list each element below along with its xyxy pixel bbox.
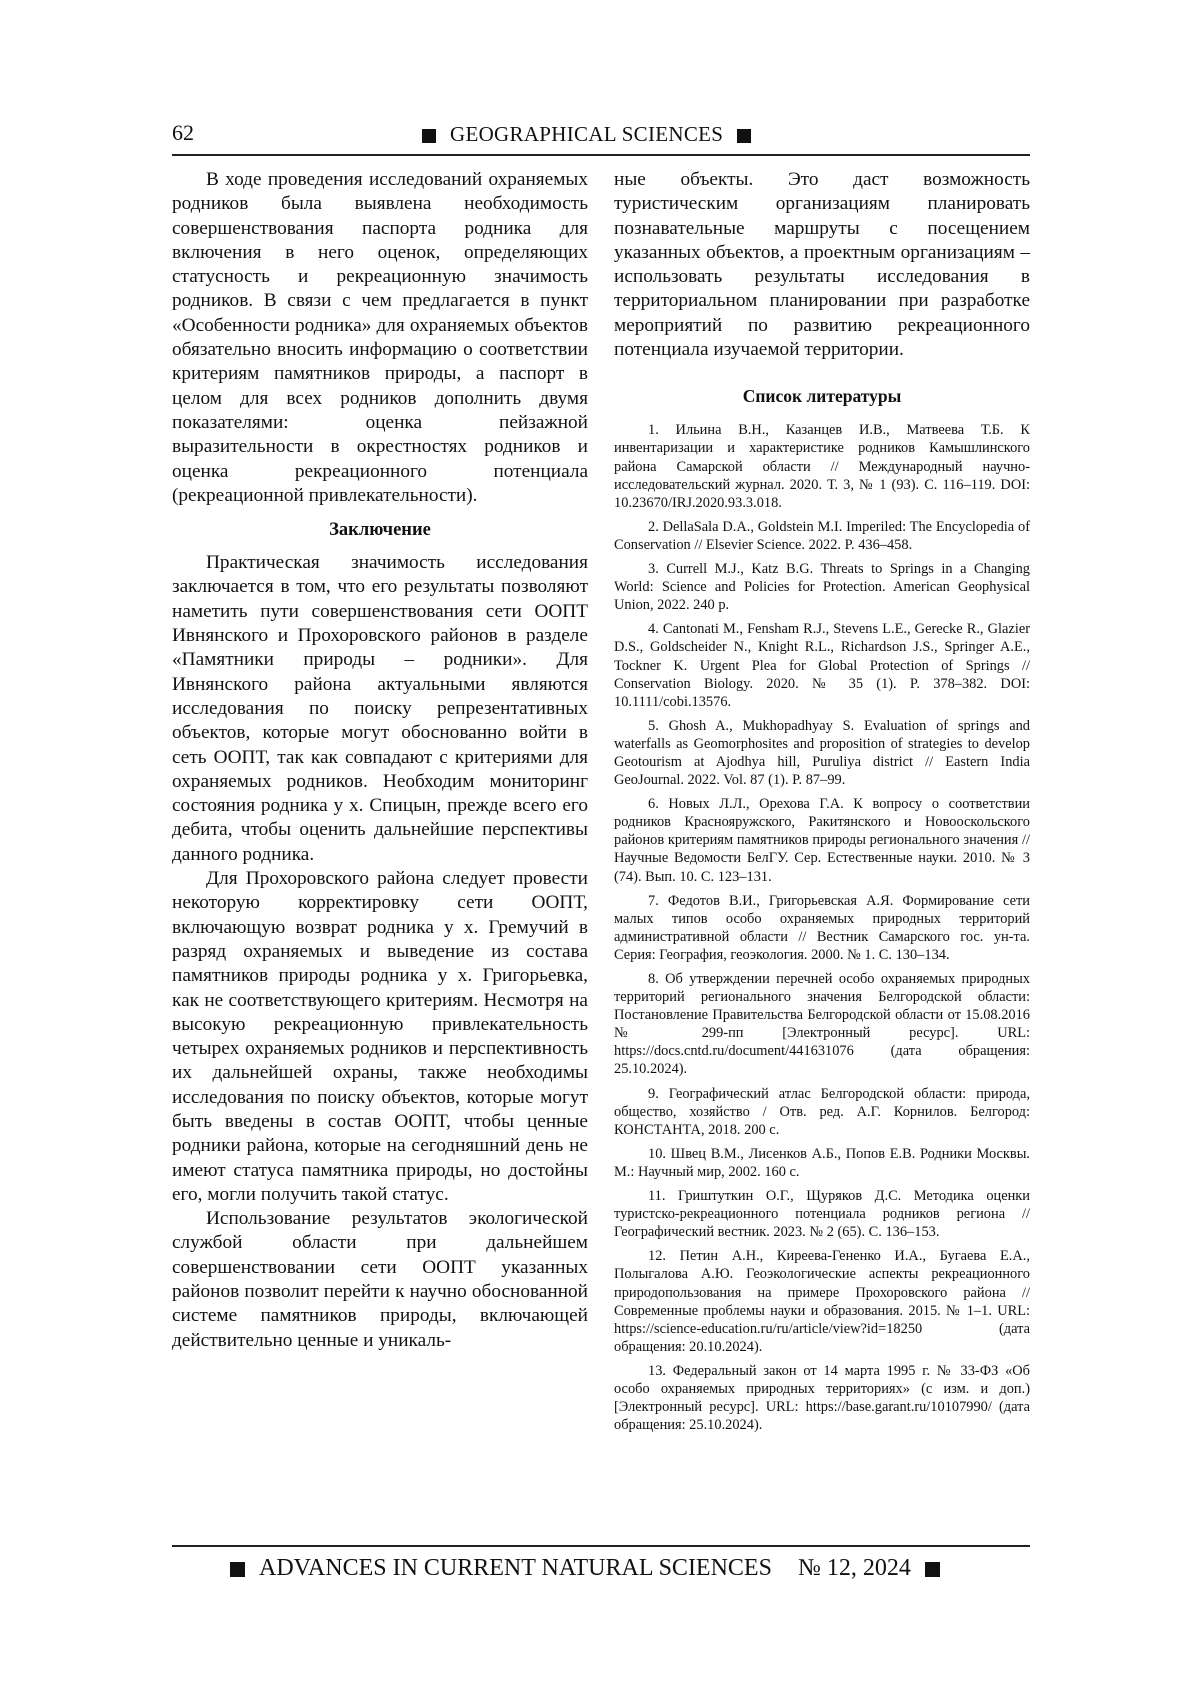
section-title	[422, 122, 751, 147]
paragraph-prokhorovsky: Для Прохоровского района следует провести некоторую корректировку сети ООПТ, включающую возврат родника у х. Гремучий в разряд охраняемых и выведение из состава памятников природы родника у х. Григорьевка, как не соответствующего критериям. Несмотря на высокую рекреационную привлекательность четырех охраняемых родников и перспективность их дальнейшей охраны, также необходимы исследования по поиску объектов, которые могут быть введены в состав ООПТ, чтобы ценные родники района, которые на сегодняшний день не имеют статуса памятника природы, но достойны его, могли получить такой статус.	[172, 868, 588, 1205]
paragraph-continuation: ные объекты. Это даст возможность туристическим организациям планировать познавательные маршруты с посещением указанных объектов, а проектным организациям – использовать результаты исследования в территориальном планировании при разработке мероприятий по развитию рекреационного потенциала изучаемой территории.	[614, 169, 1030, 361]
footer-line	[230, 1555, 940, 1582]
square-bullet-icon	[422, 129, 436, 143]
section-title-text: GEOGRAPHICAL SCIENCES	[450, 122, 724, 146]
conclusion-heading: Заключение	[329, 520, 431, 541]
page-number: 62	[172, 120, 194, 145]
square-bullet-icon	[737, 129, 751, 143]
issue-number: № 12, 2024	[797, 1555, 911, 1581]
paragraph-usage: Использование результатов экологической службой области при дальнейшем совершенствовании сети ООПТ указанных районов позволит перейти к научно обоснованной системе памятников природы, включающей действительно ценные и уникаль-	[172, 1208, 588, 1351]
square-bullet-icon	[925, 1562, 940, 1577]
left-column	[172, 168, 588, 1353]
paragraph-significance: Практическая значимость исследования заключается в том, что его результаты позволяют наметить пути совершенствования сети ООПТ Ивнянского и Прохоровского районов в разделе «Памятники природы – родники». Для Ивнянского района актуальными являются исследования по поиску репрезентативных объектов, которые могут обоснованно войти в сеть ООПТ, так как совпадают с критериями для охраняемых родников. Необходим мониторинг состояния родника у х. Спицын, прежде всего его дебита, чтобы оценить дальнейшие перспективы данного родника.	[172, 552, 588, 865]
reference-item: 11. Гриштуткин О.Г., Щуряков Д.С. Методика оценки туристско-рекреационного потенциала родников региона // Географический вестник. 2023. № 2 (65). С. 136–153.	[614, 1188, 1030, 1241]
reference-item: 2. DellaSala D.A., Goldstein M.I. Imperiled: The Encyclopedia of Conservation // Elsevier Science. 2022. P. 436–458.	[614, 518, 1030, 553]
references-heading: Список литературы	[742, 386, 902, 407]
page-footer	[172, 1545, 1030, 1581]
reference-item: 1. Ильина В.Н., Казанцев И.В., Матвеева Т.Б. К инвентаризации и характеристике родников Камышлинского района Самарской области // Международный научно-исследовательский журнал. 2020. Т. 3, № 1 (93). С. 116–119. DOI: 10.23670/IRJ.2020.93.3.018.	[614, 422, 1030, 511]
reference-item: 3. Currell M.J., Katz B.G. Threats to Springs in a Changing World: Science and Policies for Protection. American Geophysical Union, 2022. 240 p.	[614, 561, 1030, 614]
reference-item: 5. Ghosh A., Mukhopadhyay S. Evaluation of springs and waterfalls as Geomorphosites and proposition of strategies to develop Geotourism at Ajodhya hill, Puruliya district // Eastern India GeoJournal. 2022. Vol. 87 (1). P. 87–99.	[614, 717, 1030, 789]
reference-item: 13. Федеральный закон от 14 марта 1995 г. № 33-ФЗ «Об особо охраняемых природных территориях» (с изм. и доп.) [Электронный ресурс]. URL: https://base.garant.ru/10107990/ (дата обращения: 25.10.2024).	[614, 1362, 1030, 1434]
square-bullet-icon	[230, 1562, 245, 1577]
reference-item: 4. Cantonati M., Fensham R.J., Stevens L.E., Gerecke R., Glazier D.S., Goldscheider N., Knight R.L., Richardson J.S., Springer A.E., Tockner K. Urgent Plea for Global Protection of Springs // Conservation Biology. 2020. № 35 (1). P. 378–382. DOI: 10.1111/cobi.13576.	[614, 621, 1030, 710]
journal-name: ADVANCES IN CURRENT NATURAL SCIENCES	[259, 1555, 772, 1581]
page-header	[172, 118, 1030, 156]
reference-item: 8. Об утверждении перечней особо охраняемых природных территорий регионального значения Белгородской области: Постановление Правительства Белгородской области от 15.08.2016 № 299-пп [Электронный ресурс]. URL: https://docs.cntd.ru/document/441631076 (дата обращения: 25.10.2024).	[614, 971, 1030, 1078]
reference-item: 12. Петин А.Н., Киреева-Гененко И.А., Бугаева Е.А., Полыгалова А.Ю. Геоэкологические аспекты рекреационного природопользования на примере Прохоровского района // Современные проблемы науки и образования. 2015. № 1–1. URL: https://science-education.ru/ru/article/view?id=18250 (дата обращения: 20.10.2024).	[614, 1248, 1030, 1355]
references-list	[614, 421, 1030, 1434]
reference-item: 10. Швец В.М., Лисенков А.Б., Попов Е.В. Родники Москвы. М.: Научный мир, 2002. 160 с.	[614, 1145, 1030, 1180]
reference-item: 7. Федотов В.И., Григорьевская А.Я. Формирование сети малых типов особо охраняемых природных территорий административной области // Вестник Самарского гос. ун-та. Серия: География, геоэкология. 2000. № 1. С. 130–134.	[614, 892, 1030, 963]
reference-item: 6. Новых Л.Л., Орехова Г.А. К вопросу о соответствии родников Краснояружского, Ракитянского и Новооскольского районов критериям памятников природы регионального значения // Научные Ведомости БелГУ. Сер. Естественные науки. 2010. № 3 (74). Вып. 10. С. 123–131.	[614, 796, 1030, 885]
right-column	[614, 168, 1030, 1440]
paragraph-recommendations: В ходе проведения исследований охраняемых родников была выявлена необходимость совершенствования паспорта родника для включения в него оценок, определяющих статусность и рекреационную значимость родников. В связи с чем предлагается в пункт «Особенности родника» для охраняемых объектов обязательно вносить информацию о соответствии критериям памятников природы, а паспорт в целом для всех родников дополнить двумя показателями: оценка пейзажной выразительности в окрестностях родников и оценка рекреационного потенциала (рекреационной привлекательности).	[172, 169, 588, 506]
reference-item: 9. Географический атлас Белгородской области: природа, общество, хозяйство / Отв. ред. А.Г. Корнилов. Белгород: КОНСТАНТА, 2018. 200 с.	[614, 1085, 1030, 1138]
